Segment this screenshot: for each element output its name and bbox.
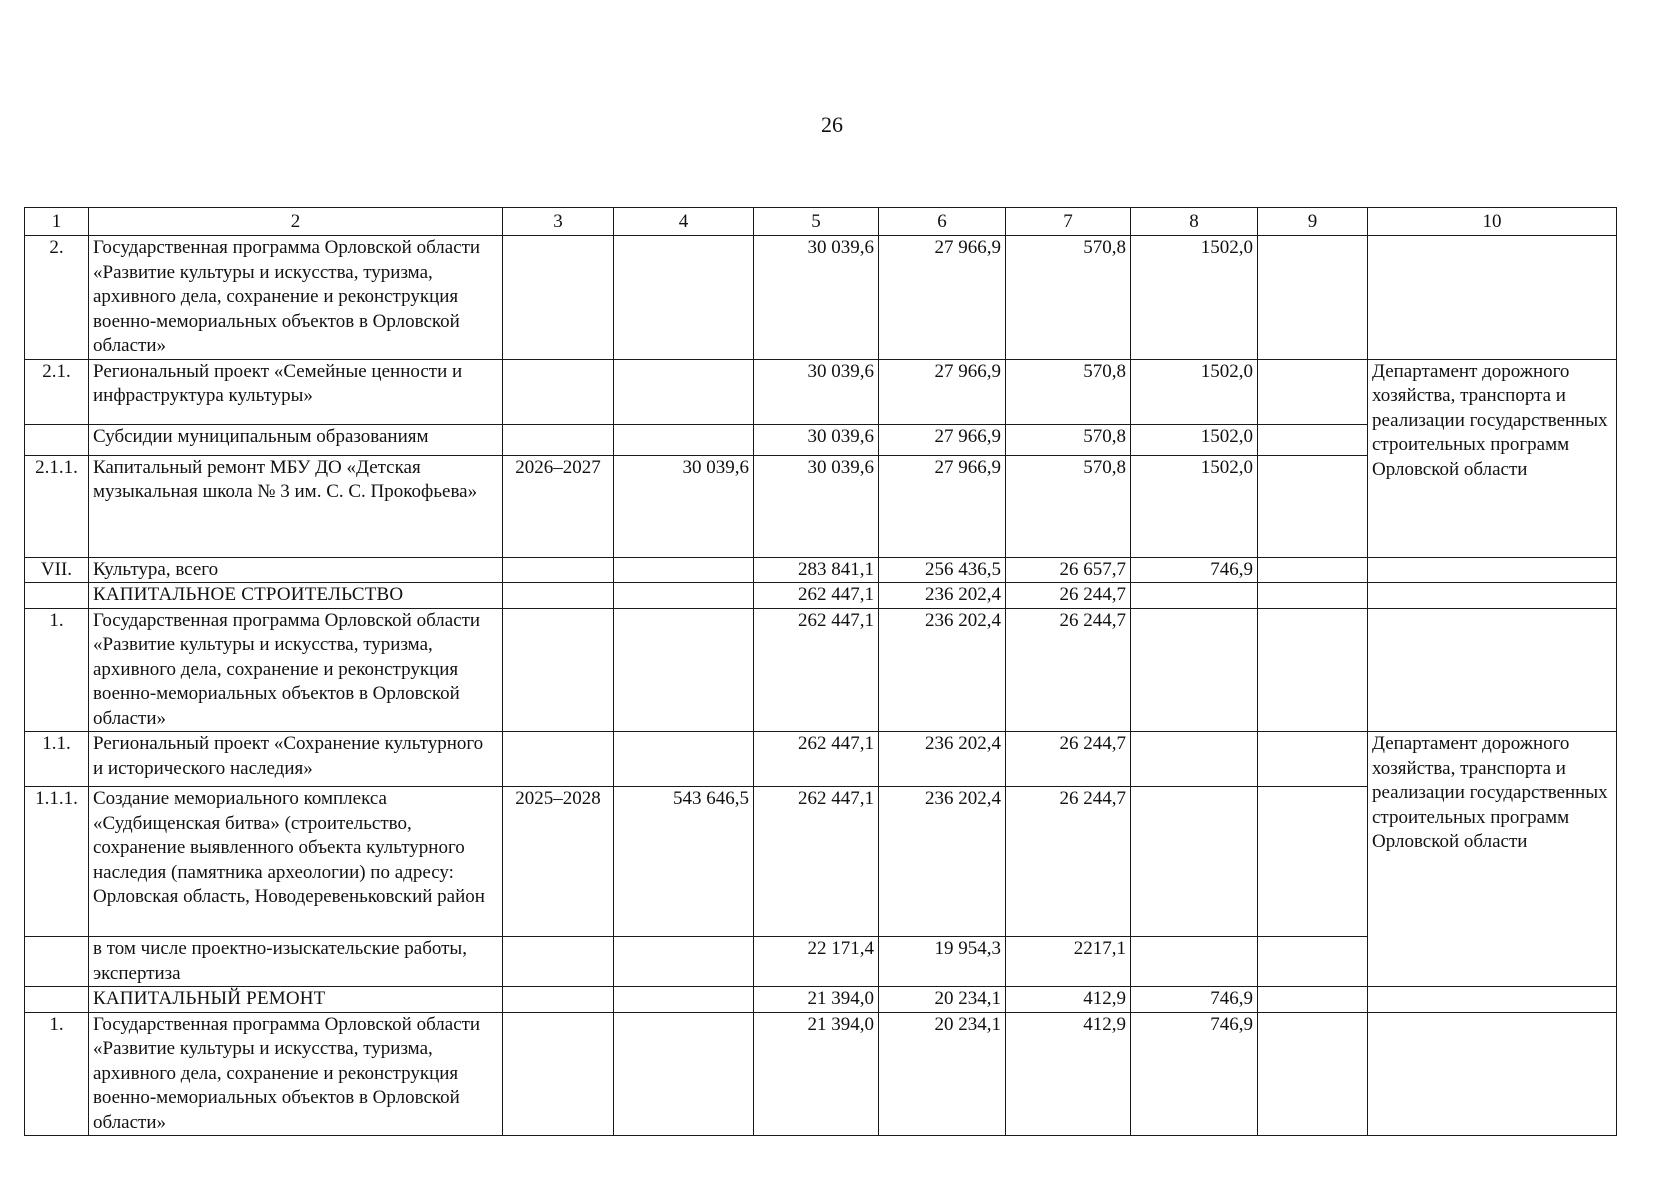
row-regional: 570,8 — [1006, 236, 1131, 360]
row-period — [503, 608, 614, 732]
row-local: 1502,0 — [1131, 236, 1258, 360]
row-cost — [614, 583, 754, 609]
row-cost — [614, 987, 754, 1013]
row-period: 2026–2027 — [503, 455, 614, 557]
row-period — [503, 359, 614, 424]
row-total: 30 039,6 — [754, 455, 879, 557]
row-total: 30 039,6 — [754, 359, 879, 424]
section-title: КАПИТАЛЬНЫЙ РЕМОНТ — [89, 987, 503, 1013]
row-cost — [614, 1012, 754, 1136]
row-local — [1131, 608, 1258, 732]
row-local — [1131, 732, 1258, 787]
row-cost: 30 039,6 — [614, 455, 754, 557]
row-regional: 412,9 — [1006, 987, 1131, 1013]
row-number — [25, 987, 89, 1013]
row-total: 21 394,0 — [754, 987, 879, 1013]
row-cost — [614, 424, 754, 455]
row-federal: 19 954,3 — [879, 937, 1006, 987]
row-period — [503, 937, 614, 987]
row-other — [1258, 359, 1368, 424]
table-row — [25, 1012, 1617, 1136]
row-name: Государственная программа Орловской области «Развитие культуры и искусства, туризма, архивного дела, сохранение и реконструкция военно-мемориальных объектов в Орловской области» — [89, 236, 503, 360]
row-total: 283 841,1 — [754, 557, 879, 583]
responsible-department: Департамент дорожного хозяйства, транспорта и реализации государственных строительных программ Орловской области — [1368, 359, 1617, 557]
row-other — [1258, 937, 1368, 987]
row-name: Государственная программа Орловской области «Развитие культуры и искусства, туризма, архивного дела, сохранение и реконструкция военно-мемориальных объектов в Орловской области» — [89, 1012, 503, 1136]
column-header: 10 — [1368, 208, 1617, 236]
row-period: 2025–2028 — [503, 787, 614, 937]
column-header: 7 — [1006, 208, 1131, 236]
row-total: 262 447,1 — [754, 787, 879, 937]
row-total: 22 171,4 — [754, 937, 879, 987]
row-federal: 27 966,9 — [879, 359, 1006, 424]
row-federal: 236 202,4 — [879, 583, 1006, 609]
row-total: 21 394,0 — [754, 1012, 879, 1136]
row-federal: 256 436,5 — [879, 557, 1006, 583]
row-federal: 20 234,1 — [879, 987, 1006, 1013]
row-responsible — [1368, 583, 1617, 609]
row-period — [503, 424, 614, 455]
row-regional: 2217,1 — [1006, 937, 1131, 987]
row-number: VII. — [25, 557, 89, 583]
row-local: 1502,0 — [1131, 455, 1258, 557]
row-other — [1258, 732, 1368, 787]
row-federal: 27 966,9 — [879, 455, 1006, 557]
row-cost: 543 646,5 — [614, 787, 754, 937]
section-title: КАПИТАЛЬНОЕ СТРОИТЕЛЬСТВО — [89, 583, 503, 609]
responsible-department: Департамент дорожного хозяйства, транспорта и реализации государственных строительных программ Орловской области — [1368, 732, 1617, 987]
row-name: в том числе проектно-изыскательские работы, экспертиза — [89, 937, 503, 987]
page-number: 26 — [821, 112, 843, 137]
row-regional: 570,8 — [1006, 359, 1131, 424]
row-cost — [614, 608, 754, 732]
row-name: Субсидии муниципальным образованиям — [89, 424, 503, 455]
row-number: 2.1.1. — [25, 455, 89, 557]
row-regional: 570,8 — [1006, 424, 1131, 455]
row-regional: 26 244,7 — [1006, 583, 1131, 609]
column-header: 8 — [1131, 208, 1258, 236]
row-local — [1131, 937, 1258, 987]
row-responsible — [1368, 557, 1617, 583]
row-period — [503, 557, 614, 583]
row-number: 1.1. — [25, 732, 89, 787]
row-total: 30 039,6 — [754, 424, 879, 455]
row-responsible — [1368, 608, 1617, 732]
row-number — [25, 937, 89, 987]
row-cost — [614, 557, 754, 583]
row-responsible — [1368, 236, 1617, 360]
row-total: 262 447,1 — [754, 583, 879, 609]
row-federal: 236 202,4 — [879, 787, 1006, 937]
row-total: 30 039,6 — [754, 236, 879, 360]
row-period — [503, 1012, 614, 1136]
table-row — [25, 557, 1617, 583]
row-period — [503, 987, 614, 1013]
row-local: 746,9 — [1131, 557, 1258, 583]
row-responsible — [1368, 1012, 1617, 1136]
row-number: 1. — [25, 608, 89, 732]
row-cost — [614, 236, 754, 360]
row-total: 262 447,1 — [754, 732, 879, 787]
row-name: Культура, всего — [89, 557, 503, 583]
column-number-header-row — [25, 208, 1617, 236]
row-local: 1502,0 — [1131, 359, 1258, 424]
row-number — [25, 583, 89, 609]
column-header: 1 — [25, 208, 89, 236]
row-federal: 27 966,9 — [879, 424, 1006, 455]
row-number: 2. — [25, 236, 89, 360]
row-number: 1.1.1. — [25, 787, 89, 937]
row-name: Региональный проект «Семейные ценности и инфраструктура культуры» — [89, 359, 503, 424]
column-header: 9 — [1258, 208, 1368, 236]
row-total: 262 447,1 — [754, 608, 879, 732]
table-row — [25, 608, 1617, 732]
row-regional: 26 244,7 — [1006, 732, 1131, 787]
table-row — [25, 732, 1617, 787]
column-header: 2 — [89, 208, 503, 236]
row-name: Государственная программа Орловской области «Развитие культуры и искусства, туризма, архивного дела, сохранение и реконструкция военно-мемориальных объектов в Орловской области» — [89, 608, 503, 732]
row-other — [1258, 1012, 1368, 1136]
row-regional: 26 244,7 — [1006, 608, 1131, 732]
column-header: 3 — [503, 208, 614, 236]
row-name: Капитальный ремонт МБУ ДО «Детская музыкальная школа № 3 им. С. С. Прокофьева» — [89, 455, 503, 557]
row-other — [1258, 787, 1368, 937]
row-local — [1131, 787, 1258, 937]
row-number — [25, 424, 89, 455]
row-local: 1502,0 — [1131, 424, 1258, 455]
column-header: 6 — [879, 208, 1006, 236]
row-federal: 236 202,4 — [879, 608, 1006, 732]
row-local — [1131, 583, 1258, 609]
row-regional: 26 657,7 — [1006, 557, 1131, 583]
row-period — [503, 583, 614, 609]
row-other — [1258, 236, 1368, 360]
row-regional: 570,8 — [1006, 455, 1131, 557]
row-number: 2.1. — [25, 359, 89, 424]
row-responsible — [1368, 987, 1617, 1013]
row-local: 746,9 — [1131, 1012, 1258, 1136]
table-row — [25, 359, 1617, 424]
row-other — [1258, 557, 1368, 583]
row-regional: 26 244,7 — [1006, 787, 1131, 937]
row-other — [1258, 455, 1368, 557]
column-header: 4 — [614, 208, 754, 236]
row-federal: 236 202,4 — [879, 732, 1006, 787]
row-federal: 20 234,1 — [879, 1012, 1006, 1136]
section-row-capital-repair — [25, 987, 1617, 1013]
row-name: Создание мемориального комплекса «Судбищенская битва» (строительство, сохранение выявленного объекта культурного наследия (памятника археологии) по адресу: Орловская область, Новодеревеньковский район — [89, 787, 503, 937]
row-other — [1258, 583, 1368, 609]
column-header: 5 — [754, 208, 879, 236]
row-local: 746,9 — [1131, 987, 1258, 1013]
row-number: 1. — [25, 1012, 89, 1136]
row-other — [1258, 608, 1368, 732]
row-name: Региональный проект «Сохранение культурного и исторического наследия» — [89, 732, 503, 787]
row-other — [1258, 424, 1368, 455]
row-cost — [614, 359, 754, 424]
table-row — [25, 236, 1617, 360]
row-period — [503, 732, 614, 787]
row-other — [1258, 987, 1368, 1013]
row-regional: 412,9 — [1006, 1012, 1131, 1136]
row-cost — [614, 732, 754, 787]
row-cost — [614, 937, 754, 987]
section-row-capital-construction — [25, 583, 1617, 609]
row-federal: 27 966,9 — [879, 236, 1006, 360]
budget-table — [24, 207, 1617, 1136]
row-period — [503, 236, 614, 360]
